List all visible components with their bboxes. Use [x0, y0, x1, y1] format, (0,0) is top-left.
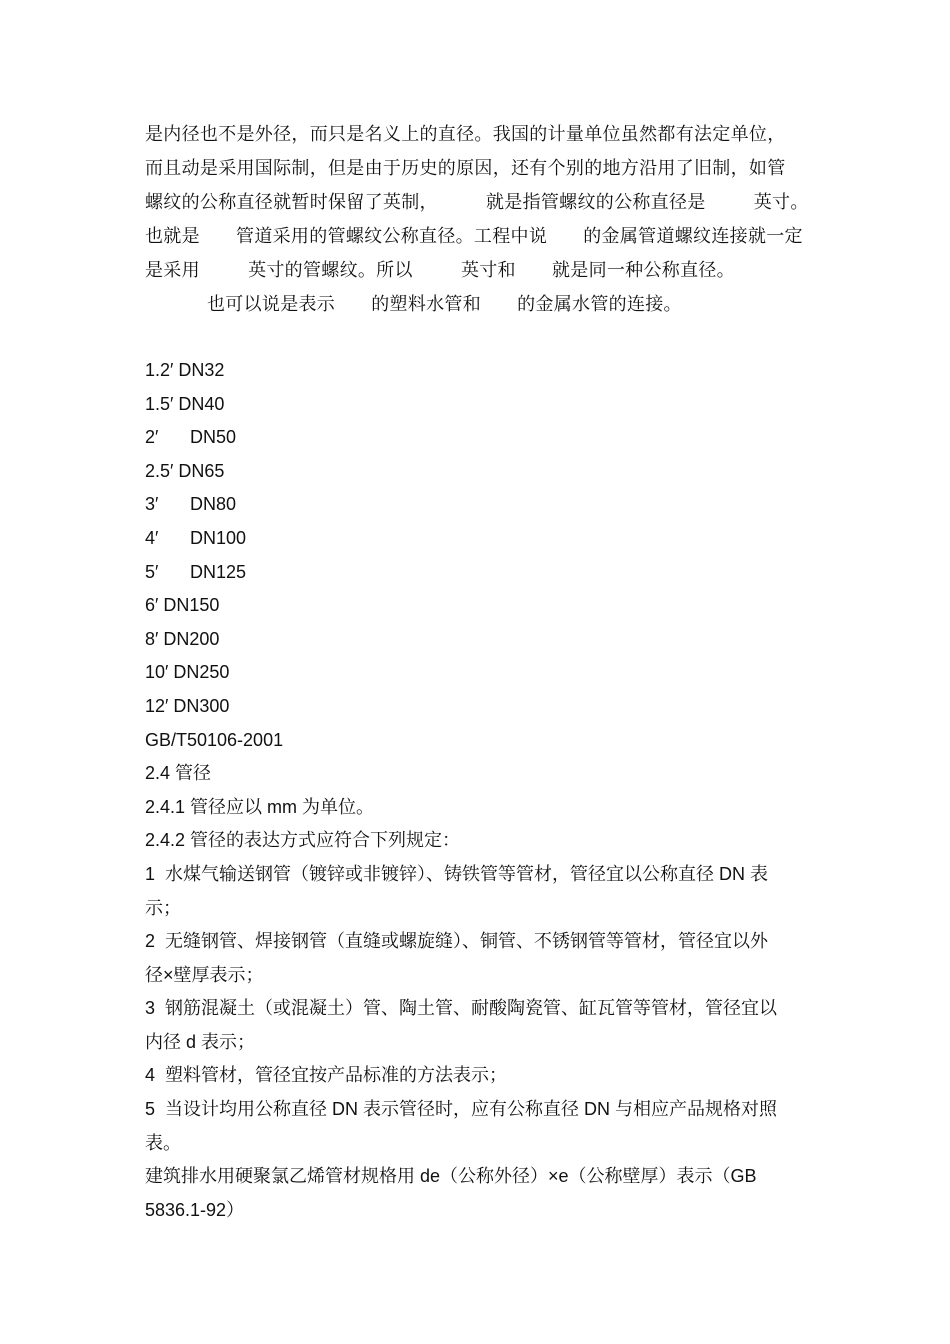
- rule-line: 3 钢筋混凝土（或混凝土）管、陶土管、耐酸陶瓷管、缸瓦管等管材，管径宜以: [145, 998, 778, 1019]
- size-row: [145, 589, 815, 623]
- intro-line: 而且动是采用国际制，但是由于历史的原因，还有个别的地方沿用了旧制，如管: [145, 158, 786, 179]
- rule-line: 2 无缝钢管、焊接钢管（直缝或螺旋缝）、铜管、不锈钢管等管材，管径宜以外: [145, 931, 769, 952]
- size-row: [145, 455, 815, 489]
- clause-2-4-1: 2.4.1 管径应以 mm 为单位。: [145, 796, 375, 817]
- rule-line: 示；: [145, 897, 181, 918]
- standard-code: GB/T50106-2001: [145, 729, 284, 750]
- rule-line: 1 水煤气输送钢管（镀锌或非镀锌）、铸铁管等管材，管径宜以公称直径 DN 表: [145, 863, 769, 884]
- dn-size: DN50: [190, 427, 237, 448]
- intro-line: 也就是 管道采用的管螺纹公称直径。工程中说 的金属管道螺纹连接就一定: [145, 226, 803, 247]
- dn-size: DN200: [163, 628, 220, 649]
- clause-2-4-2: 2.4.2 管径的表达方式应符合下列规定：: [145, 830, 461, 851]
- inch-size: 6′: [145, 595, 159, 616]
- intro-line: 是内径也不是外径，而只是名义上的直径。我国的计量单位虽然都有法定单位，: [145, 124, 786, 145]
- rule-line: 径×壁厚表示；: [145, 964, 264, 985]
- intro-line: 螺纹的公称直径就暂时保留了英制， 就是指管螺纹的公称直径是 英寸。: [145, 192, 809, 213]
- size-row: [145, 388, 815, 422]
- rule-line: 内径 d 表示；: [145, 1031, 256, 1052]
- inch-size: 2′: [145, 427, 159, 448]
- inch-size: 12′: [145, 695, 169, 716]
- size-row: [145, 488, 815, 522]
- size-conversion-list: [145, 354, 815, 724]
- size-row: [145, 656, 815, 690]
- rules-list: [145, 858, 815, 1160]
- inch-size: 3′: [145, 494, 159, 515]
- size-row: [145, 556, 815, 590]
- dn-size: DN300: [173, 695, 230, 716]
- closing-line: 建筑排水用硬聚氯乙烯管材规格用 de（公称外径）×e（公称壁厚）表示（GB: [145, 1166, 757, 1187]
- rule-line: 4 塑料管材，管径宜按产品标准的方法表示；: [145, 1065, 508, 1086]
- dn-size: DN80: [190, 494, 237, 515]
- intro-line: 也可以说是表示 的塑料水管和 的金属水管的连接。: [207, 294, 682, 315]
- dn-size: DN32: [178, 360, 225, 380]
- dn-size: DN125: [190, 561, 247, 582]
- rule-line: 表。: [145, 1132, 181, 1153]
- intro-paragraph: [145, 118, 815, 322]
- inch-size: 1.5′: [145, 393, 174, 414]
- intro-line: 是采用 英寸的管螺纹。所以 英寸和 就是同一种公称直径。: [145, 260, 735, 281]
- section-heading: 2.4 管径: [145, 763, 212, 784]
- dn-size: DN100: [190, 527, 247, 548]
- rule-line: 5 当设计均用公称直径 DN 表示管径时，应有公称直径 DN 与相应产品规格对照: [145, 1099, 778, 1120]
- size-row: [145, 623, 815, 657]
- inch-size: 5′: [145, 561, 159, 582]
- dn-size: DN250: [173, 662, 230, 683]
- inch-size: 8′: [145, 628, 159, 649]
- inch-size: 1.2′: [145, 360, 174, 380]
- size-row: [145, 354, 815, 388]
- document-body: [145, 354, 815, 1227]
- dn-size: DN40: [178, 393, 225, 414]
- inch-size: 4′: [145, 527, 159, 548]
- size-row: [145, 690, 815, 724]
- closing-line: 5836.1-92）: [145, 1199, 245, 1220]
- dn-size: DN65: [178, 460, 225, 481]
- dn-size: DN150: [163, 595, 220, 616]
- inch-size: 2.5′: [145, 460, 174, 481]
- size-row: [145, 421, 815, 455]
- inch-size: 10′: [145, 662, 169, 683]
- size-row: [145, 522, 815, 556]
